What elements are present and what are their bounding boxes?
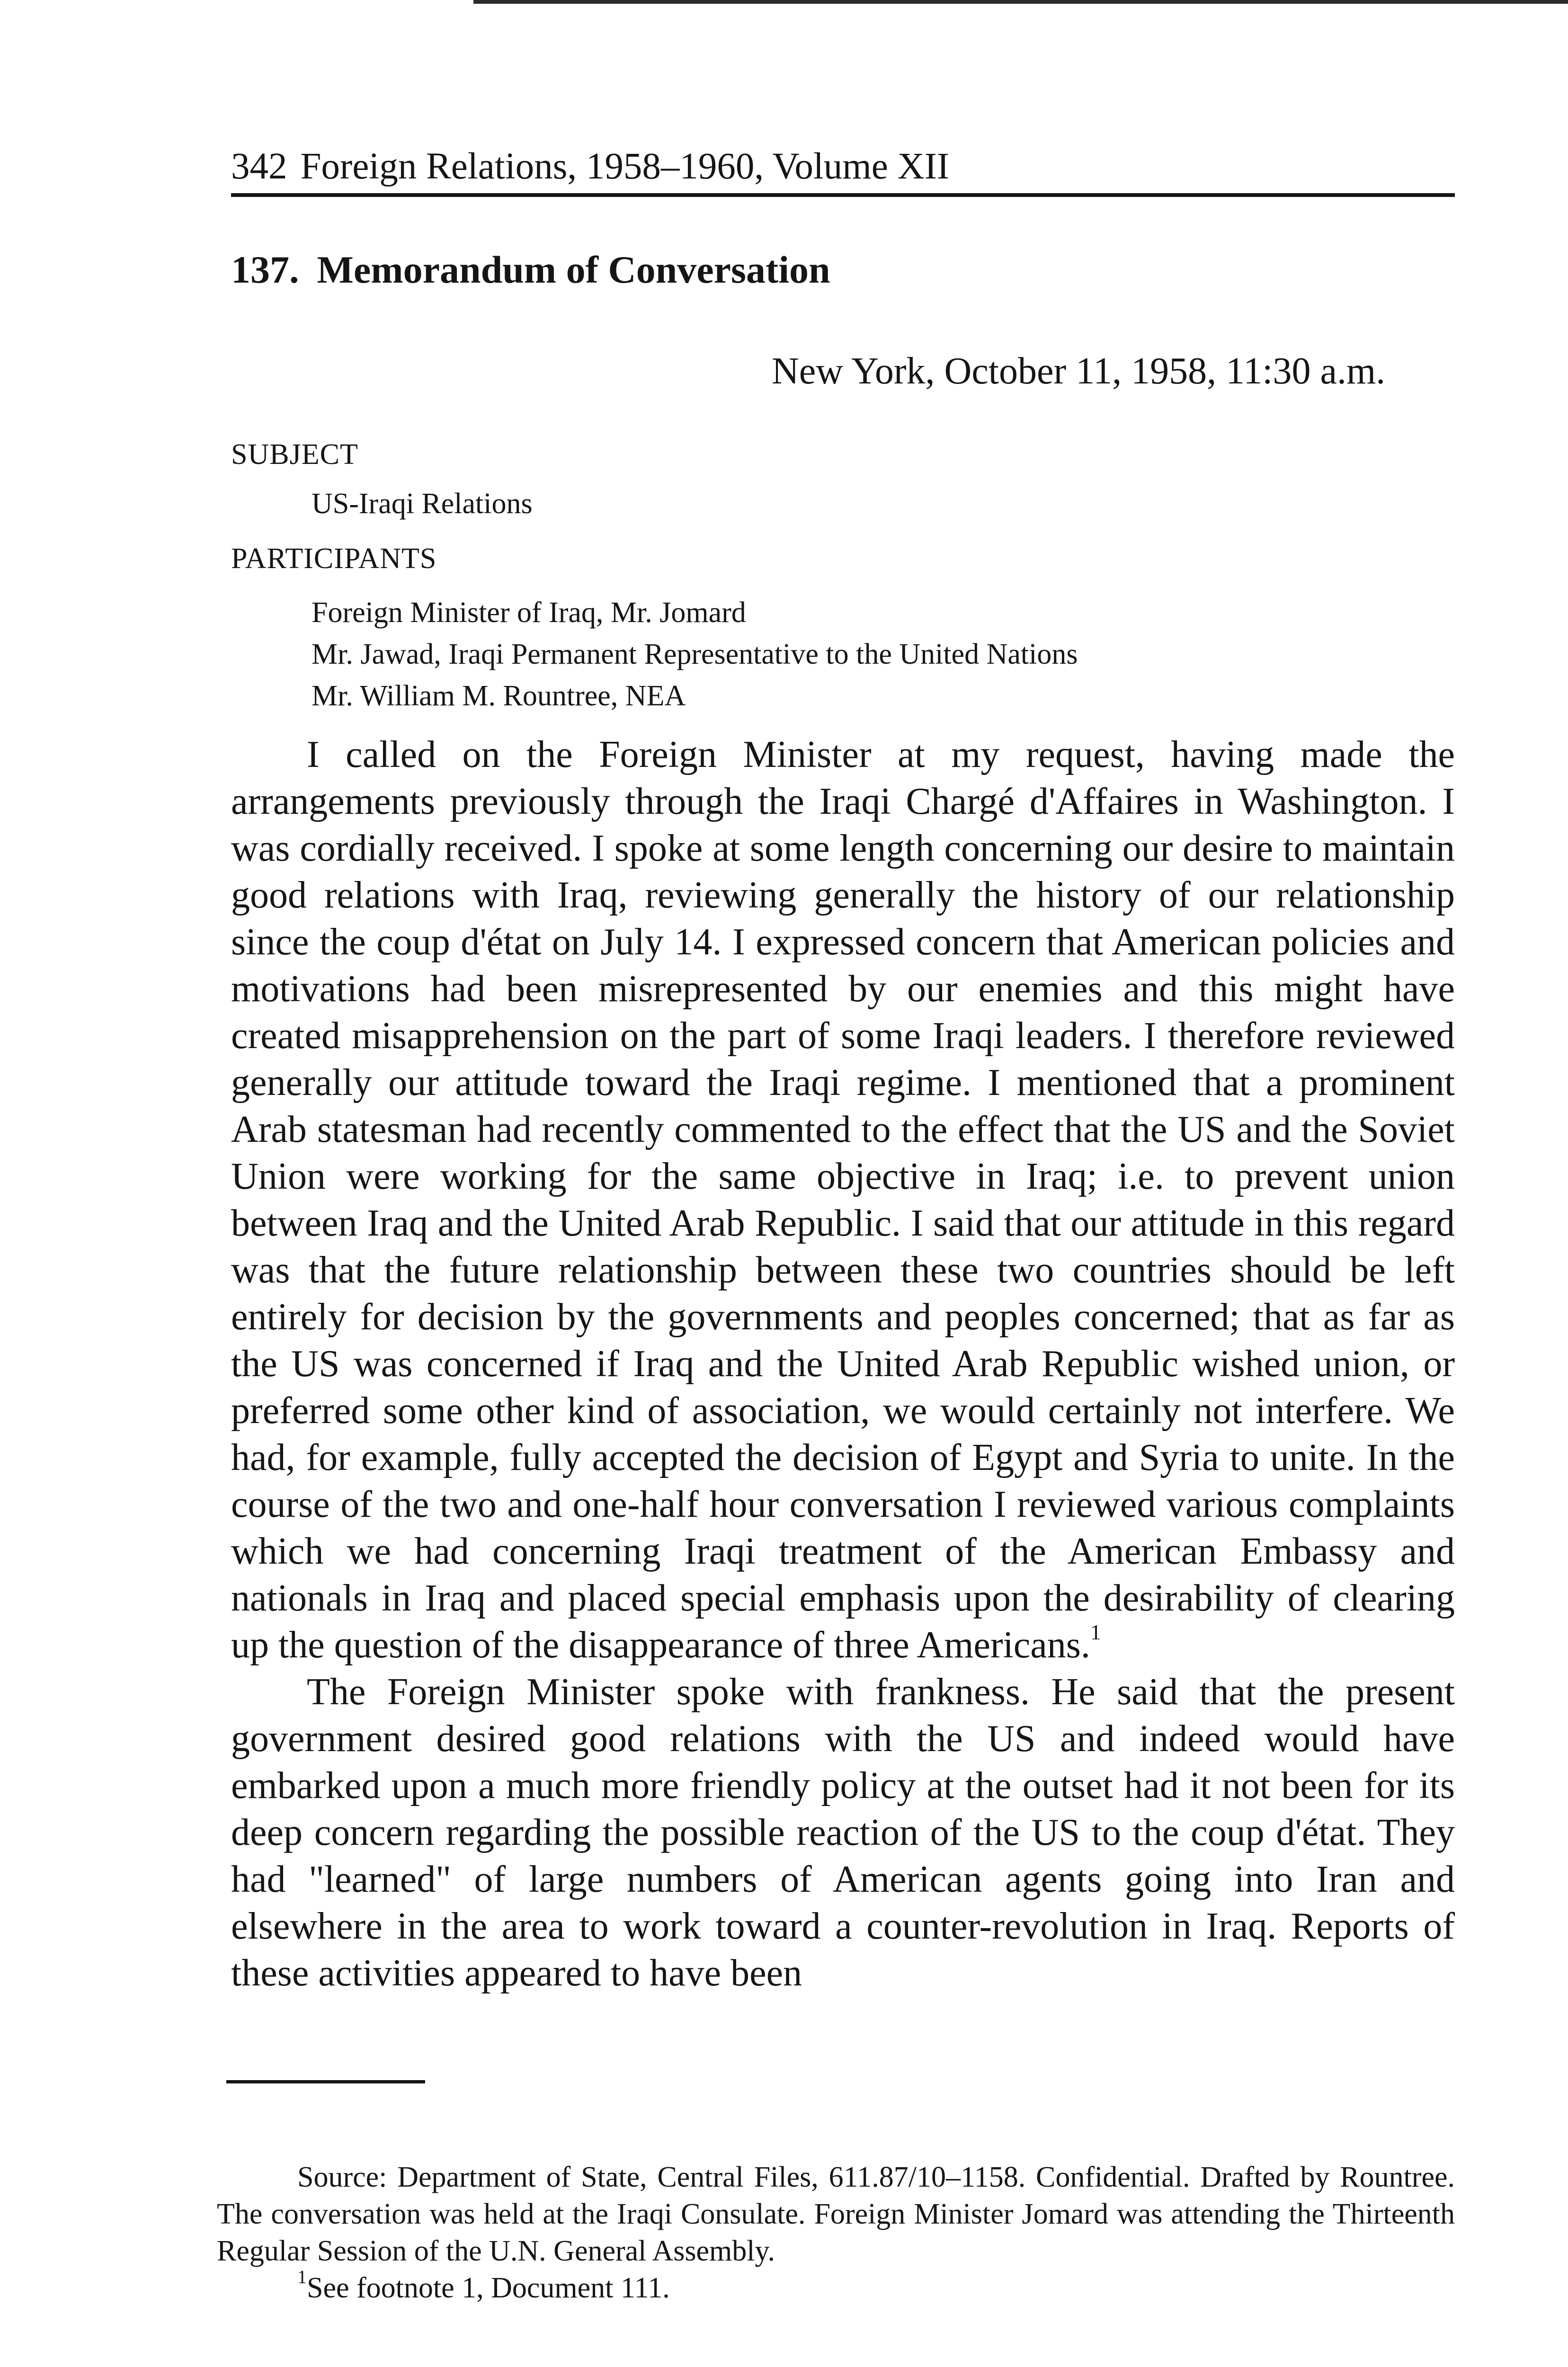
body-paragraph	[231, 731, 1455, 1669]
participant-item: Foreign Minister of Iraq, Mr. Jomard	[312, 596, 746, 629]
source-note: Source: Department of State, Central Files, 611.87/10–1158. Confidential. Drafted by Rountree. The conversation was held at the Iraqi Consulate. Foreign Minister Jomard was attending the Thirteenth Regular Session of the U.N. General Assembly.	[217, 2161, 1455, 2267]
footnote-1-mark: 1	[297, 2266, 307, 2287]
memorandum-body	[231, 731, 1455, 1997]
dateline: New York, October 11, 1958, 11:30 a.m.	[772, 350, 1386, 392]
participant-item: Mr. William M. Rountree, NEA	[312, 680, 686, 712]
body-paragraph: The Foreign Minister spoke with frankness. He said that the present government desired good relations with the US and indeed would have embarked upon a much more friendly policy at the outset had it not been for its deep concern regarding the possible reaction of the US to the coup d'état. They had "learned" of large numbers of American agents going into Iran and elsewhere in the area to work toward a counter-revolution in Iraq. Reports of these activities appeared to have been	[231, 1671, 1455, 1994]
subject-text: US-Iraqi Relations	[312, 488, 533, 520]
running-head	[231, 142, 1455, 197]
page-number: 342	[231, 146, 287, 187]
footnote-divider	[226, 2080, 425, 2083]
footnote-reference: 1	[1090, 1620, 1101, 1644]
document-heading	[231, 246, 830, 294]
document-title: Memorandum of Conversation	[317, 248, 830, 291]
participants-list	[312, 592, 1078, 717]
document-number: 137.	[231, 248, 299, 291]
volume-title: Foreign Relations, 1958–1960, Volume XII	[300, 146, 950, 187]
footnote-1-text: See footnote 1, Document 111.	[307, 2272, 670, 2304]
participant-item: Mr. Jawad, Iraqi Permanent Representative to the United Nations	[312, 638, 1078, 670]
participants-heading: PARTICIPANTS	[231, 543, 437, 575]
body-paragraph-text: I called on the Foreign Minister at my request, having made the arrangements previously through the Iraqi Chargé d'Affaires in Washington. I was cordially received. I spoke at some length concerning our desire to maintain good relations with Iraq, reviewing generally the history of our relationship since the coup d'état on July 14. I expressed concern that American policies and motivations had been misrepresented by our enemies and this might have created misapprehension on the part of some Iraqi leaders. I therefore reviewed generally our attitude toward the Iraqi regime. I mentioned that a prominent Arab statesman had recently commented to the effect that the US and the Soviet Union were working for the same objective in Iraq; i.e. to prevent union between Iraq and the United Arab Republic. I said that our attitude in this regard was that the future relationship between these two countries should be left entirely for decision by the governments and peoples concerned; that as far as the US was concerned if Iraq and the United Arab Republic wished union, or preferred some other kind of association, we would certainly not interfere. We had, for example, fully accepted the decision of Egypt and Syria to unite. In the course of the two and one-half hour conversation I reviewed various complaints which we had concerning Iraqi treatment of the American Embassy and nationals in Iraq and placed special emphasis upon the desirability of clearing up the question of the disappearance of three Americans.	[231, 734, 1455, 1666]
footnote-1	[217, 2266, 1455, 2306]
subject-heading: SUBJECT	[231, 438, 358, 471]
footnotes	[217, 2159, 1455, 2306]
